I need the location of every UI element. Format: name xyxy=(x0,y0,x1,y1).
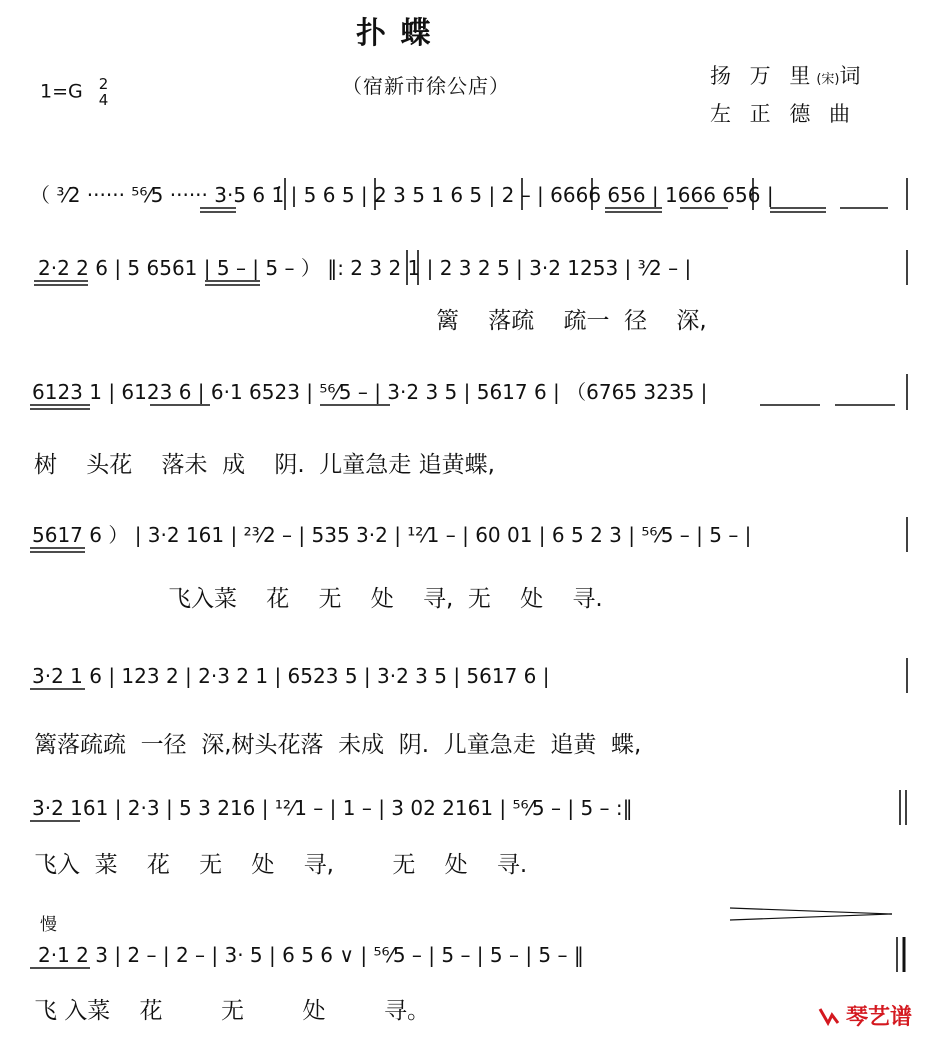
note-text: 3·2 161 | 2·3 | 5 3 216 | ¹²⁄1 – | 1 – | 3 02 2161 | ⁵⁶⁄5 – | 5 – :‖ xyxy=(32,796,633,820)
lyrics-line-1: 篱 落疏 疏一 径 深, xyxy=(436,308,707,334)
note-text: 5617 6 ） | 3·2 161 | ²³⁄2 – | 535 3·2 | ¹²⁄1 – | 60 01 | 6 5 2 3 | ⁵⁶⁄5 – | 5 – | xyxy=(32,523,752,547)
watermark-text: 琴艺谱 xyxy=(846,1005,913,1030)
note-text: 2·2 2 6 | 5 6561 | 5 – | 5 – ） ‖: 2 3 2 1 | 2 3 2 5 | 3·2 1253 | ³⁄2 – | xyxy=(38,256,692,280)
notation-line-2 xyxy=(38,256,691,280)
notation-line-5 xyxy=(32,664,550,688)
note-text: 2·1 2 3 | 2 – | 2 – | 3· 5 | 6 5 6 ∨ | ⁵⁶⁄5 – | 5 – | 5 – | 5 – ‖ xyxy=(38,943,584,967)
notation-line-1 xyxy=(30,183,774,207)
song-subtitle: （宿新市徐公店） xyxy=(342,74,510,98)
time-top: 2 xyxy=(98,75,109,93)
lyricist-role: 词 xyxy=(839,64,867,88)
composer-credit: 左 正 德 曲 xyxy=(710,102,857,126)
lyrics-line-5: 飞入 菜 花 无 处 寻, 无 处 寻. xyxy=(34,852,528,878)
decrescendo-mark xyxy=(730,908,892,920)
lyrics-line-4: 篱落疏疏 一径 深,树头花落 未成 阴. 儿童急走 追黄 蝶, xyxy=(34,732,642,758)
lyricist-name: 扬 万 里 xyxy=(710,64,817,88)
lyrics-line-6: 飞 入菜 花 无 处 寻。 xyxy=(34,998,431,1024)
time-bottom: 4 xyxy=(98,91,109,109)
notation-line-6 xyxy=(32,796,633,820)
lyricist-era: (宋) xyxy=(816,72,840,87)
note-text: 3·2 1 6 | 123 2 | 2·3 2 1 | 6523 5 | 3·2 3 5 | 5617 6 | xyxy=(32,664,550,688)
lyrics-line-3: 飞入菜 花 无 处 寻, 无 处 寻. xyxy=(168,586,603,612)
note-text: 6123 1 | 6123 6 | 6·1 6523 | ⁵⁶⁄5 – | 3·2 3 5 | 5617 6 | （6765 3235 | xyxy=(32,380,708,404)
key-label: 1=G xyxy=(40,80,83,103)
lyrics-line-2: 树 头花 落未 成 阴. 儿童急走 追黄蝶, xyxy=(34,452,495,478)
note-text: （ ³⁄2 ······ ⁵⁶⁄5 ······ 3·5 6 1̇ | 5 6 5 | 2 3 5 1 6 5 | 2 – | 6666 656 | 1666 656 | xyxy=(30,183,774,207)
notation-line-7 xyxy=(38,943,584,967)
watermark-logo xyxy=(818,1000,912,1031)
tempo-mark: 慢 xyxy=(40,915,57,935)
song-title: 扑 蝶 xyxy=(356,16,433,51)
notation-line-3 xyxy=(32,380,707,404)
logo-icon xyxy=(818,1005,842,1027)
notation-line-4 xyxy=(32,523,751,547)
